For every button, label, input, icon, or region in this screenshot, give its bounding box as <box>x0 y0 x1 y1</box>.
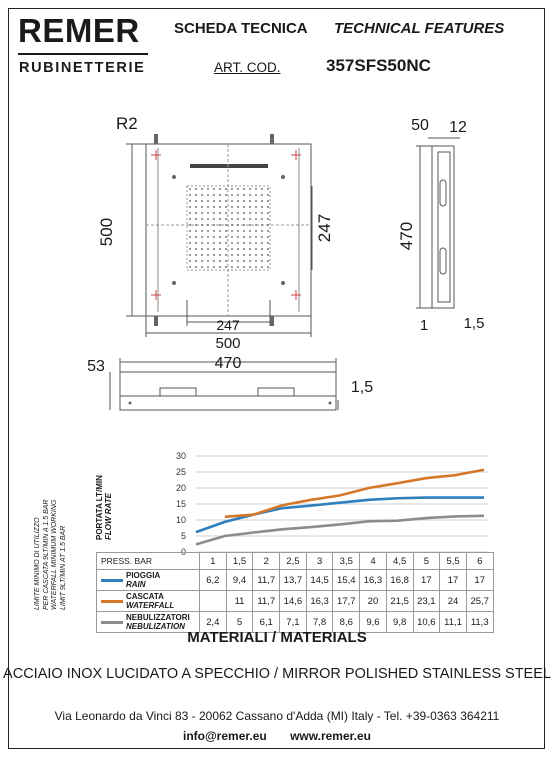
side-height-dim: 470 <box>397 221 416 251</box>
side-width-dim: 12 <box>449 119 467 136</box>
brand-logo: REMER <box>18 12 140 49</box>
inner-height-dim: 247 <box>315 213 334 243</box>
contacts <box>0 729 554 743</box>
pressure-table <box>96 552 494 633</box>
front-height-dim: 500 <box>97 217 116 247</box>
bottom-thick-dim: 1,5 <box>350 379 374 396</box>
minimum-limit-note: LIMITE MINIMO DI UTILIZZO PER CASCATA 9LT/MIN A 1.5 BAR WATERFALL MINIMUM WORKING LIMIT 9LT/MIN AT 1.5 BAR <box>34 499 67 610</box>
y-tick-label: 25 <box>175 467 186 477</box>
side-b1-dim: 1 <box>419 317 429 334</box>
title-english: TECHNICAL FEATURES <box>334 20 505 37</box>
materials-description: ACCIAIO INOX LUCIDATO A SPECCHIO / MIRROR POLISHED STAINLESS STEEL <box>3 666 551 682</box>
y-axis-label: PORTATA LT/MIN FLOW RATE <box>95 475 113 540</box>
table-row: PIOGGIA RAIN 6,2 9,4 11,7 13,7 14,5 15,4 16,3 16,8 17 17 17 <box>97 570 494 591</box>
table-row: CASCATA WATERFALL 11 11,7 14,6 16,3 17,7 20 21,5 23,1 24 25,7 <box>97 591 494 612</box>
series-label-rain: PIOGGIA RAIN <box>97 570 200 591</box>
email-link[interactable]: info@remer.eu <box>182 729 267 743</box>
bottom-depth-dim: 53 <box>87 358 105 375</box>
y-tick-label: 20 <box>175 483 186 493</box>
series-label-nebulization: NEBULIZZATORI NEBULIZATION <box>97 612 200 633</box>
article-code-label: ART. COD. <box>214 60 281 75</box>
article-code: 357SFS50NC <box>326 56 431 75</box>
pressure-header: PRESS. BAR <box>97 553 200 570</box>
front-width-dim: 500 <box>215 335 241 352</box>
y-tick-label: 15 <box>175 499 186 509</box>
rain-swatch <box>101 579 123 582</box>
company-address: Via Leonardo da Vinci 83 - 20062 Cassano d'Adda (MI) Italy - Tel. +39-0363 364211 <box>54 709 500 723</box>
series-line-waterfall <box>225 470 484 517</box>
title-italian: SCHEDA TECNICA <box>174 20 308 37</box>
waterfall-swatch <box>101 600 123 603</box>
radius-dim: R2 <box>116 114 138 133</box>
materials-title: MATERIALI / MATERIALS <box>187 629 367 646</box>
y-tick-label: 0 <box>180 547 186 557</box>
y-tick-label: 10 <box>175 515 186 525</box>
website-link[interactable]: www.remer.eu <box>290 729 371 743</box>
bottom-width-dim: 470 <box>214 355 242 372</box>
table-header-row: PRESS. BAR 1 1,5 2 2,5 3 3,5 4 4,5 5 5,5 6 <box>97 553 494 570</box>
series-label-waterfall: CASCATA WATERFALL <box>97 591 200 612</box>
y-tick-label: 5 <box>180 531 186 541</box>
nebulization-swatch <box>101 621 123 624</box>
side-b2-dim: 1,5 <box>463 315 485 332</box>
y-tick-label: 30 <box>175 451 186 461</box>
side-depth-dim: 50 <box>411 117 429 134</box>
inner-width-dim: 247 <box>216 317 240 333</box>
table-row: NEBULIZZATORI NEBULIZATION 2,4 5 6,1 7,1 7,8 8,6 9,6 9,8 10,6 11,1 11,3 <box>97 612 494 633</box>
brand-subtitle: RUBINETTERIE <box>19 60 146 76</box>
